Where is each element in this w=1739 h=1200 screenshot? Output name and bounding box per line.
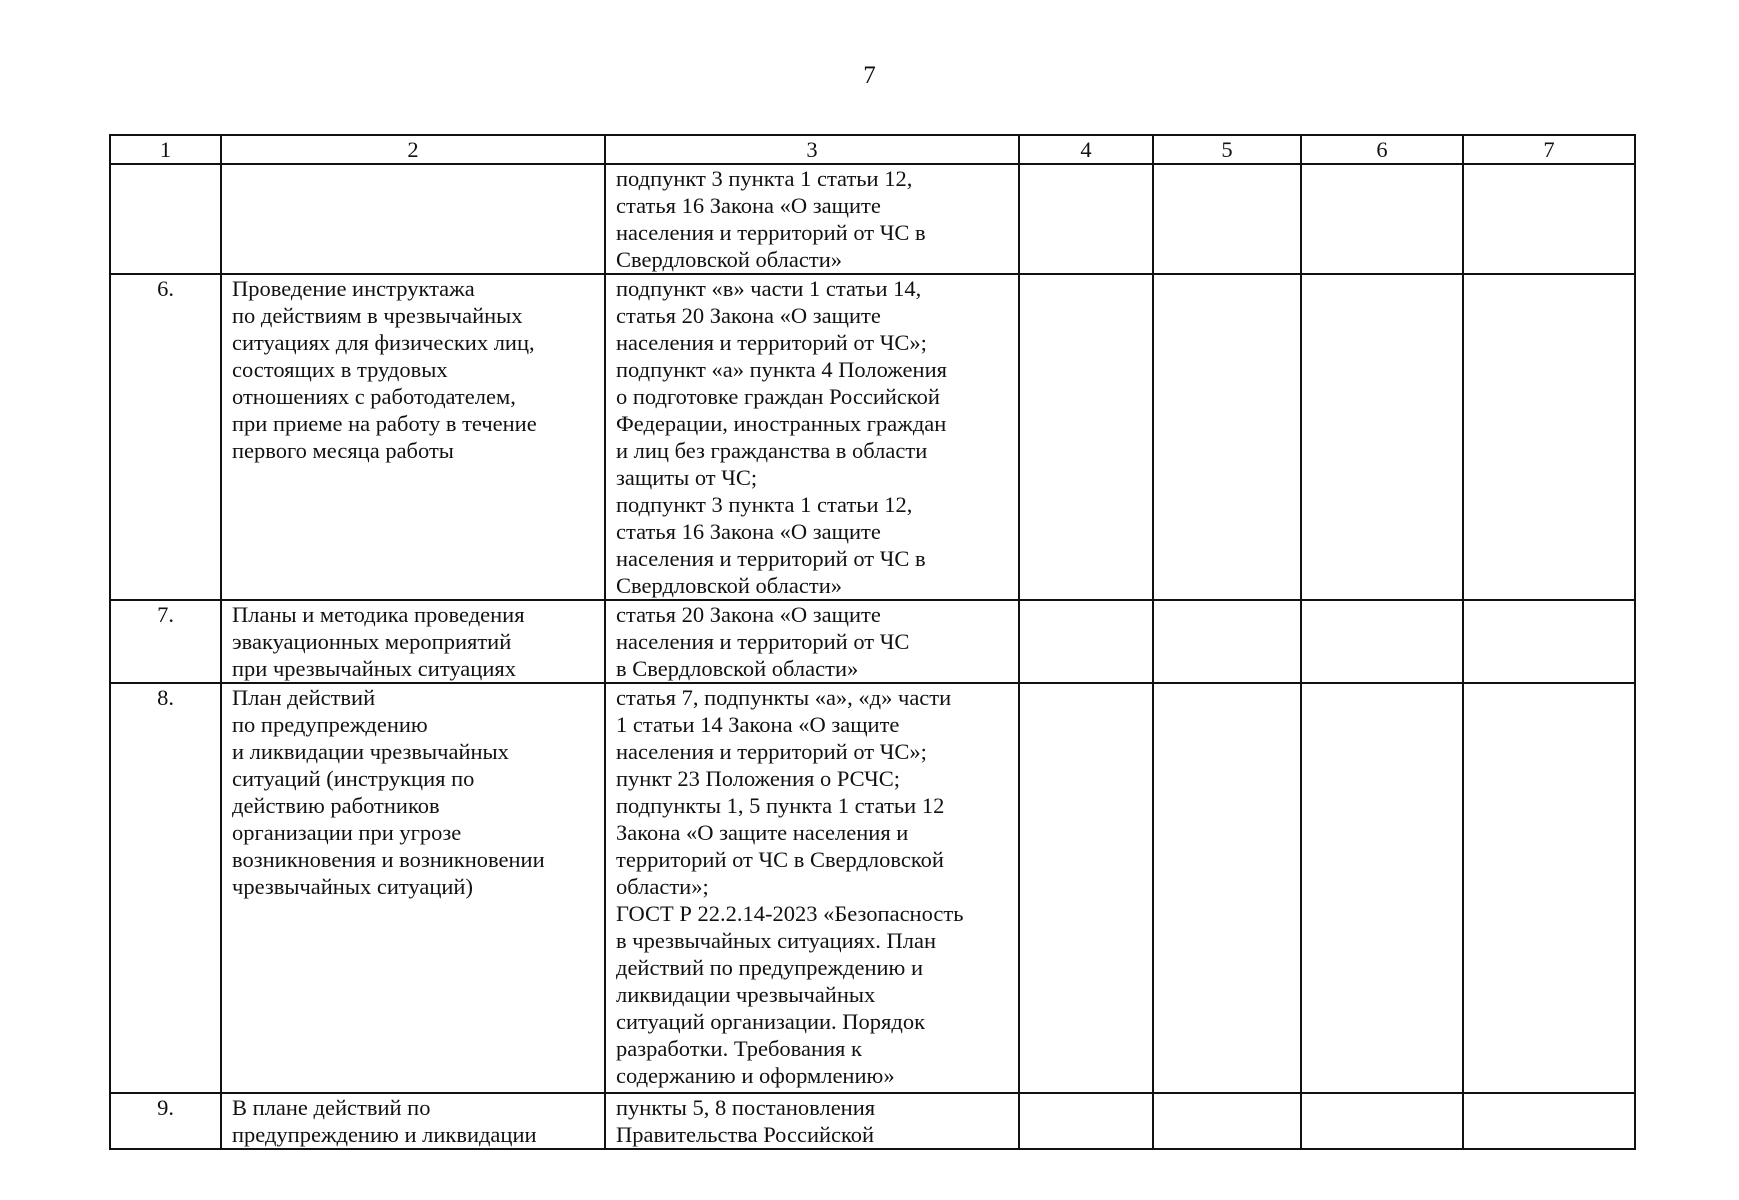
row-cell-6 (1301, 274, 1463, 600)
table-row (110, 164, 1635, 274)
row-legal-basis: подпункт «в» части 1 статьи 14, статья 20 Закона «О защите населения и территорий от ЧС»; подпункт «а» пункта 4 Положения о подготовке граждан Российской Федерации, иностранных граждан и лиц без гражданства в области защиты от ЧС; подпункт 3 пункта 1 статьи 12, статья 16 Закона «О защите населения и территорий от ЧС в Свердловской области» (605, 274, 1019, 600)
row-cell-6 (1301, 164, 1463, 274)
row-legal-basis: подпункт 3 пункта 1 статьи 12, статья 16 Закона «О защите населения и территорий от ЧС в Свердловской области» (605, 164, 1019, 274)
row-legal-basis: статья 20 Закона «О защите населения и территорий от ЧС в Свердловской области» (605, 600, 1019, 683)
row-cell-7 (1463, 274, 1635, 600)
table-row (110, 274, 1635, 600)
row-description: Проведение инструктажа по действиям в чрезвычайных ситуациях для физических лиц, состоящих в трудовых отношениях с работодателем, при приеме на работу в течение первого месяца работы (221, 274, 605, 600)
row-description: Планы и методика проведения эвакуационных мероприятий при чрезвычайных ситуациях (221, 600, 605, 683)
row-cell-4 (1019, 600, 1153, 683)
row-cell-5 (1153, 683, 1301, 1093)
row-cell-7 (1463, 683, 1635, 1093)
row-cell-4 (1019, 1093, 1153, 1149)
row-cell-6 (1301, 600, 1463, 683)
table-row (110, 1093, 1635, 1149)
table-row (110, 600, 1635, 683)
row-cell-5 (1153, 1093, 1301, 1149)
row-description: План действий по предупреждению и ликвидации чрезвычайных ситуаций (инструкция по действию работников организации при угрозе возникновения и возникновении чрезвычайных ситуаций) (221, 683, 605, 1093)
column-header-3: 3 (605, 135, 1019, 164)
column-header-1: 1 (110, 135, 221, 164)
row-cell-5 (1153, 600, 1301, 683)
row-number: 7. (110, 600, 221, 683)
requirements-table (109, 134, 1636, 1150)
row-cell-7 (1463, 1093, 1635, 1149)
row-cell-4 (1019, 164, 1153, 274)
row-legal-basis: пункты 5, 8 постановления Правительства Российской (605, 1093, 1019, 1149)
row-cell-5 (1153, 164, 1301, 274)
row-cell-6 (1301, 683, 1463, 1093)
row-cell-7 (1463, 164, 1635, 274)
row-cell-4 (1019, 683, 1153, 1093)
row-number: 8. (110, 683, 221, 1093)
row-number: 9. (110, 1093, 221, 1149)
row-cell-6 (1301, 1093, 1463, 1149)
row-legal-basis: статья 7, подпункты «а», «д» части 1 статьи 14 Закона «О защите населения и территорий от ЧС»; пункт 23 Положения о РСЧС; подпункты 1, 5 пункта 1 статьи 12 Закона «О защите населения и территорий от ЧС в Свердловской области»; ГОСТ Р 22.2.14-2023 «Безопасность в чрезвычайных ситуациях. План действий по предупреждению и ликвидации чрезвычайных ситуаций организации. Порядок разработки. Требования к содержанию и оформлению» (605, 683, 1019, 1093)
page-number: 7 (863, 62, 876, 89)
table-row (110, 683, 1635, 1093)
row-number: 6. (110, 274, 221, 600)
row-cell-5 (1153, 274, 1301, 600)
row-description: В плане действий по предупреждению и ликвидации (221, 1093, 605, 1149)
row-number (110, 164, 221, 274)
row-cell-4 (1019, 274, 1153, 600)
row-description (221, 164, 605, 274)
table-header-row (110, 135, 1635, 164)
column-header-2: 2 (221, 135, 605, 164)
column-header-6: 6 (1301, 135, 1463, 164)
column-header-4: 4 (1019, 135, 1153, 164)
row-cell-7 (1463, 600, 1635, 683)
column-header-7: 7 (1463, 135, 1635, 164)
column-header-5: 5 (1153, 135, 1301, 164)
